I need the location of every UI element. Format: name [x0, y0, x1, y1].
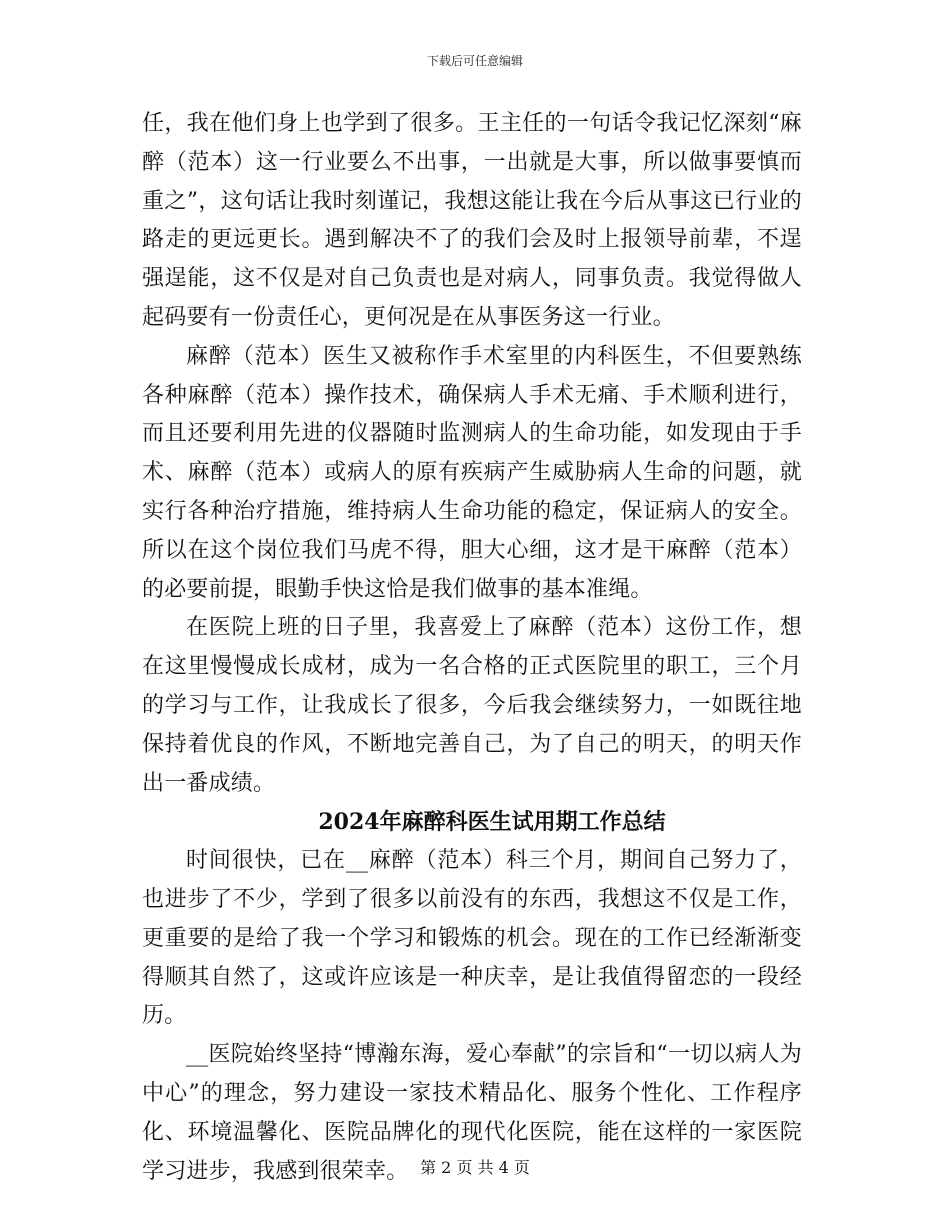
document-body	[142, 105, 802, 1191]
header-note: 下载后可任意编辑	[426, 54, 523, 68]
paragraph-continuation: 任，我在他们身上也学到了很多。王主任的一句话令我记忆深刻“麻醉（范本）这一行业要么不出事，一出就是大事，所以做事要慎而重之”，这句话让我时刻谨记，我想这能让我在今后从事这已行业的路走的更远更长。遇到解决不了的我们会及时上报领导前辈，不逞强逞能，这不仅是对自己负责也是对病人，同事负责。我觉得做人起码要有一份责任心，更何况是在从事医务这一行业。	[142, 111, 802, 330]
section-title: 2024年麻醉科医生试用期工作总结	[318, 809, 666, 836]
paragraph-anesthesiologist-role: 麻醉（范本）医生又被称作手术室里的内科医生，不但要熟练各种麻醉（范本）操作技术，确保病人手术无痛、手术顺利进行，而且还要利用先进的仪器随时监测病人的生命功能，如发现由于手术、麻醉（范本）或病人的原有疾病产生威胁病人生命的问题，就实行各种治疗措施，维持病人生命功能的稳定，保证病人的安全。所以在这个岗位我们马虎不得，胆大心细，这才是干麻醉（范本）的必要前提，眼勤手快这恰是我们做事的基本准绳。	[142, 343, 802, 602]
section-paragraph-hospital: __医院始终坚持“博瀚东海，爱心奉献”的宗旨和“一切以病人为中心”的理念，努力建设一家技术精品化、服务个性化、工作程序化、环境温馨化、医院品牌化的现代化医院，能在这样的一家医院学习进步，我感到很荣幸。	[142, 1042, 802, 1184]
section-paragraph-intro: 时间很快，已在__麻醉（范本）科三个月，期间自己努力了，也进步了不少，学到了很多以前没有的东西，我想这不仅是工作，更重要的是给了我一个学习和锻炼的机会。现在的工作已经渐渐变得顺其自然了，这或许应该是一种庆幸，是让我值得留恋的一段经历。	[142, 848, 802, 1029]
page-number: 第 2 页 共 4 页	[420, 1158, 530, 1177]
paragraph-closing: 在医院上班的日子里，我喜爱上了麻醉（范本）这份工作，想在这里慢慢成长成材，成为一名合格的正式医院里的职工，三个月的学习与工作，让我成长了很多，今后我会继续努力，一如既往地保持着优良的作风，不断地完善自己，为了自己的明天，的明天作出一番成绩。	[142, 615, 802, 796]
